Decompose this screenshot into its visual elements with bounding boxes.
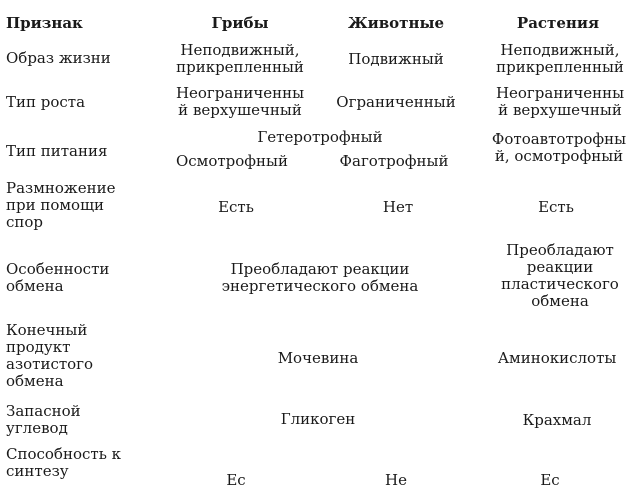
cell-synthesis-animals: Не xyxy=(385,471,407,489)
cell-synthesis-fungi: Ес xyxy=(226,471,246,489)
cell-nitrogen-plants: Аминокислоты xyxy=(497,349,617,367)
row-label-carbohydrate: Запасной углевод xyxy=(6,402,81,437)
cell-growth-fungi: Неограниченны й верхушечный xyxy=(175,84,305,119)
cell-carbohydrate-shared: Гликоген xyxy=(280,410,356,428)
cell-lifestyle-plants: Неподвижный, прикрепленный xyxy=(496,41,624,76)
cell-carbohydrate-plants: Крахмал xyxy=(522,411,592,429)
cell-nutrition-fungi: Осмотрофный xyxy=(175,152,288,170)
cell-nutrition-animals: Фаготрофный xyxy=(339,152,449,170)
cell-lifestyle-animals: Подвижный xyxy=(348,50,444,68)
cell-nutrition-shared: Гетеротрофный xyxy=(257,128,383,146)
row-label-growth: Тип роста xyxy=(6,93,86,111)
cell-nutrition-plants: Фотоавтотрофны й, осмотрофный xyxy=(491,130,627,165)
header-animals: Животные xyxy=(347,14,445,32)
row-label-metabolism: Особенности обмена xyxy=(6,260,110,295)
cell-spores-animals: Нет xyxy=(382,198,414,216)
header-plants: Растения xyxy=(516,14,600,32)
cell-metabolism-shared: Преобладают реакции энергетического обмена xyxy=(221,260,419,295)
row-label-nutrition: Тип питания xyxy=(6,142,108,160)
cell-growth-plants: Неограниченны й верхушечный xyxy=(495,84,625,119)
cell-growth-animals: Ограниченный xyxy=(336,93,456,111)
cell-spores-plants: Есть xyxy=(538,198,574,216)
cell-spores-fungi: Есть xyxy=(218,198,254,216)
cell-metabolism-plants: Преобладают реакции пластического обмена xyxy=(501,241,619,310)
cell-nitrogen-shared: Мочевина xyxy=(277,349,359,367)
cell-lifestyle-fungi: Неподвижный, прикрепленный xyxy=(176,41,304,76)
row-label-spores: Размножение при помощи спор xyxy=(6,179,116,231)
row-label-nitrogen: Конечный продукт азотистого обмена xyxy=(6,321,94,390)
header-fungi: Грибы xyxy=(211,14,269,32)
cell-synthesis-plants: Ес xyxy=(540,471,560,489)
row-label-lifestyle: Образ жизни xyxy=(6,49,111,67)
header-feature: Признак xyxy=(6,14,83,32)
row-label-synthesis: Способность к синтезу xyxy=(6,445,122,480)
